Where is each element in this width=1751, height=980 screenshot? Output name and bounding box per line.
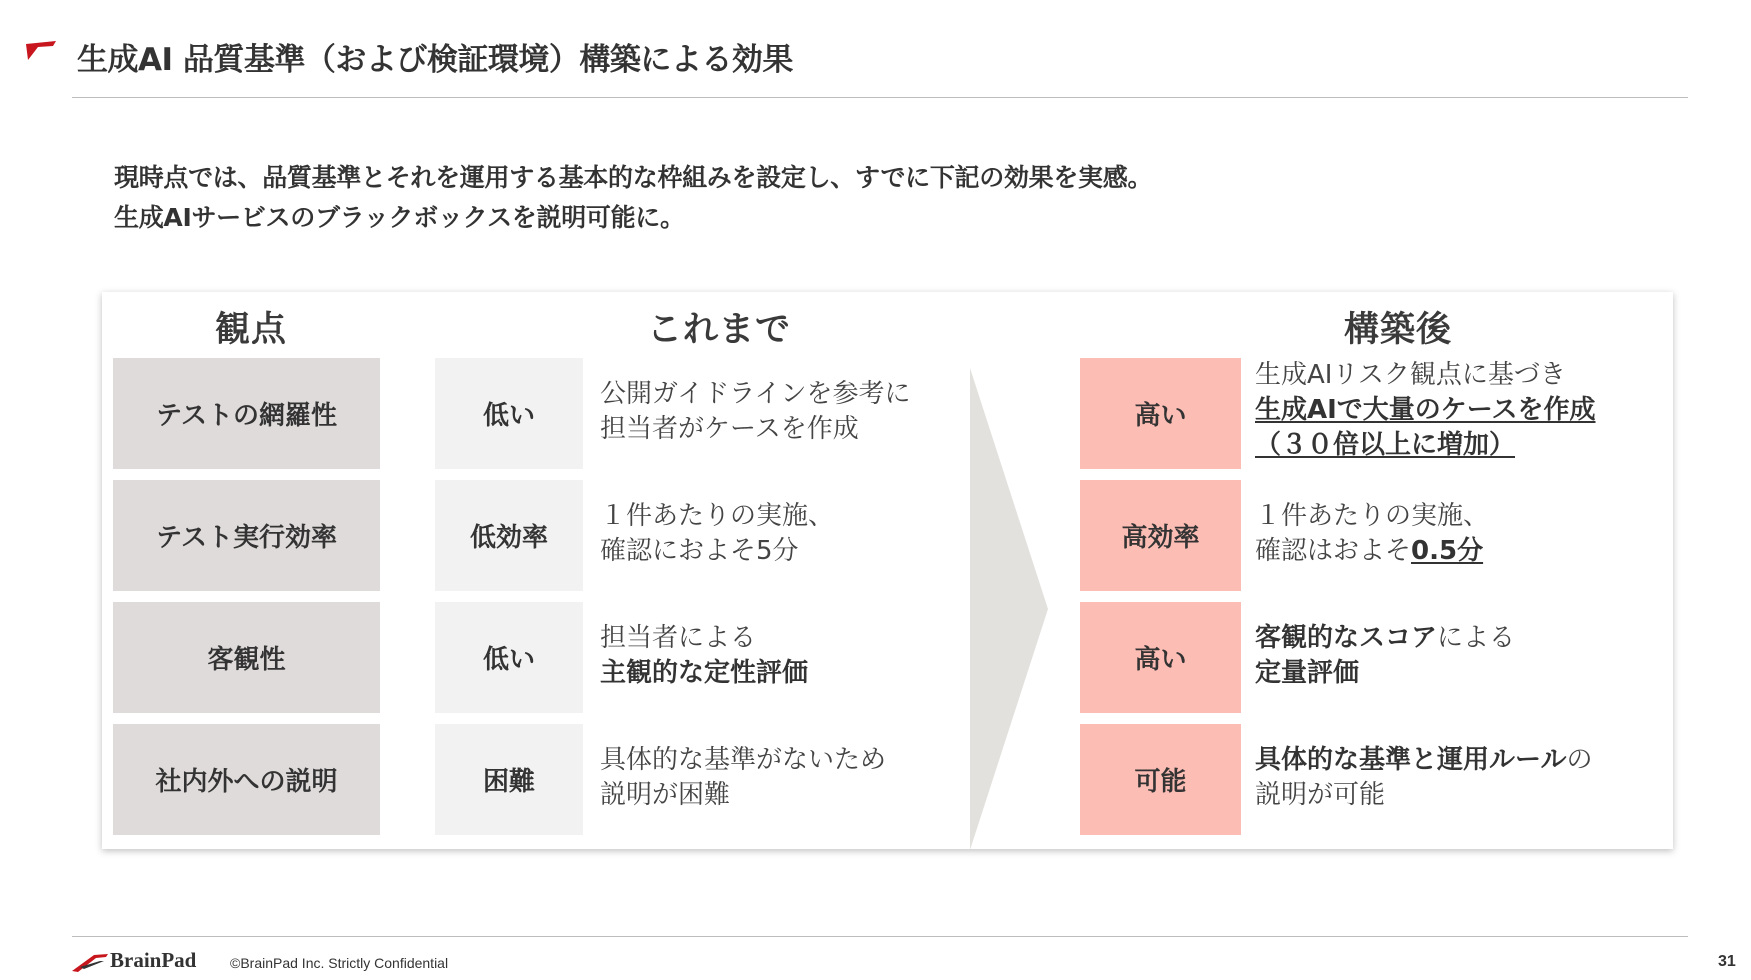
footer-divider	[72, 936, 1688, 937]
page-title: 生成AI 品質基準（および検証環境）構築による効果	[77, 42, 793, 78]
before-level-cell: 困難	[435, 724, 583, 835]
before-level-cell: 低い	[435, 358, 583, 469]
after-level-cell: 高い	[1080, 358, 1241, 469]
after-description: １件あたりの実施、 確認はおよそ0.5分	[1255, 501, 1490, 566]
viewpoint-cell: テストの網羅性	[113, 358, 380, 469]
after-level-cell: 高い	[1080, 602, 1241, 713]
before-description: 担当者による 主観的な定性評価	[600, 623, 809, 688]
title-divider	[72, 97, 1688, 98]
after-description: 客観的なスコアによる 定量評価	[1255, 623, 1516, 688]
after-level-cell: 可能	[1080, 724, 1241, 835]
before-description: １件あたりの実施、 確認におよそ5分	[600, 501, 835, 566]
lead-line-1: 現時点では、品質基準とそれを運用する基本的な枠組みを設定し、すでに下記の効果を実感。	[114, 163, 1153, 192]
lead-line-2: 生成AIサービスのブラックボックスを説明可能に。	[114, 203, 685, 232]
viewpoint-cell: 客観性	[113, 602, 380, 713]
after-level-cell: 高効率	[1080, 480, 1241, 591]
after-description: 具体的な基準と運用ルールの 説明が可能	[1255, 745, 1593, 810]
svg-text:BrainPad: BrainPad	[110, 948, 197, 972]
transition-arrow	[970, 368, 1048, 850]
viewpoint-cell: テスト実行効率	[113, 480, 380, 591]
header-after: 構築後	[1343, 310, 1453, 350]
before-description: 公開ガイドラインを参考に 担当者がケースを作成	[600, 379, 911, 444]
after-description: 生成AIリスク観点に基づき 生成AIで大量のケースを作成 （３０倍以上に増加）	[1255, 360, 1596, 460]
before-level-cell: 低い	[435, 602, 583, 713]
brand-mark-icon	[24, 40, 58, 62]
header-viewpoint: 観点	[214, 310, 288, 350]
copyright-notice: ©BrainPad Inc. Strictly Confidential	[230, 955, 449, 971]
brainpad-logo	[70, 945, 220, 975]
before-level-cell: 低効率	[435, 480, 583, 591]
before-description: 具体的な基準がないため 説明が困難	[600, 745, 887, 810]
page-number: 31	[1718, 953, 1736, 970]
header-before: これまで	[646, 310, 792, 350]
viewpoint-cell: 社内外への説明	[113, 724, 380, 835]
